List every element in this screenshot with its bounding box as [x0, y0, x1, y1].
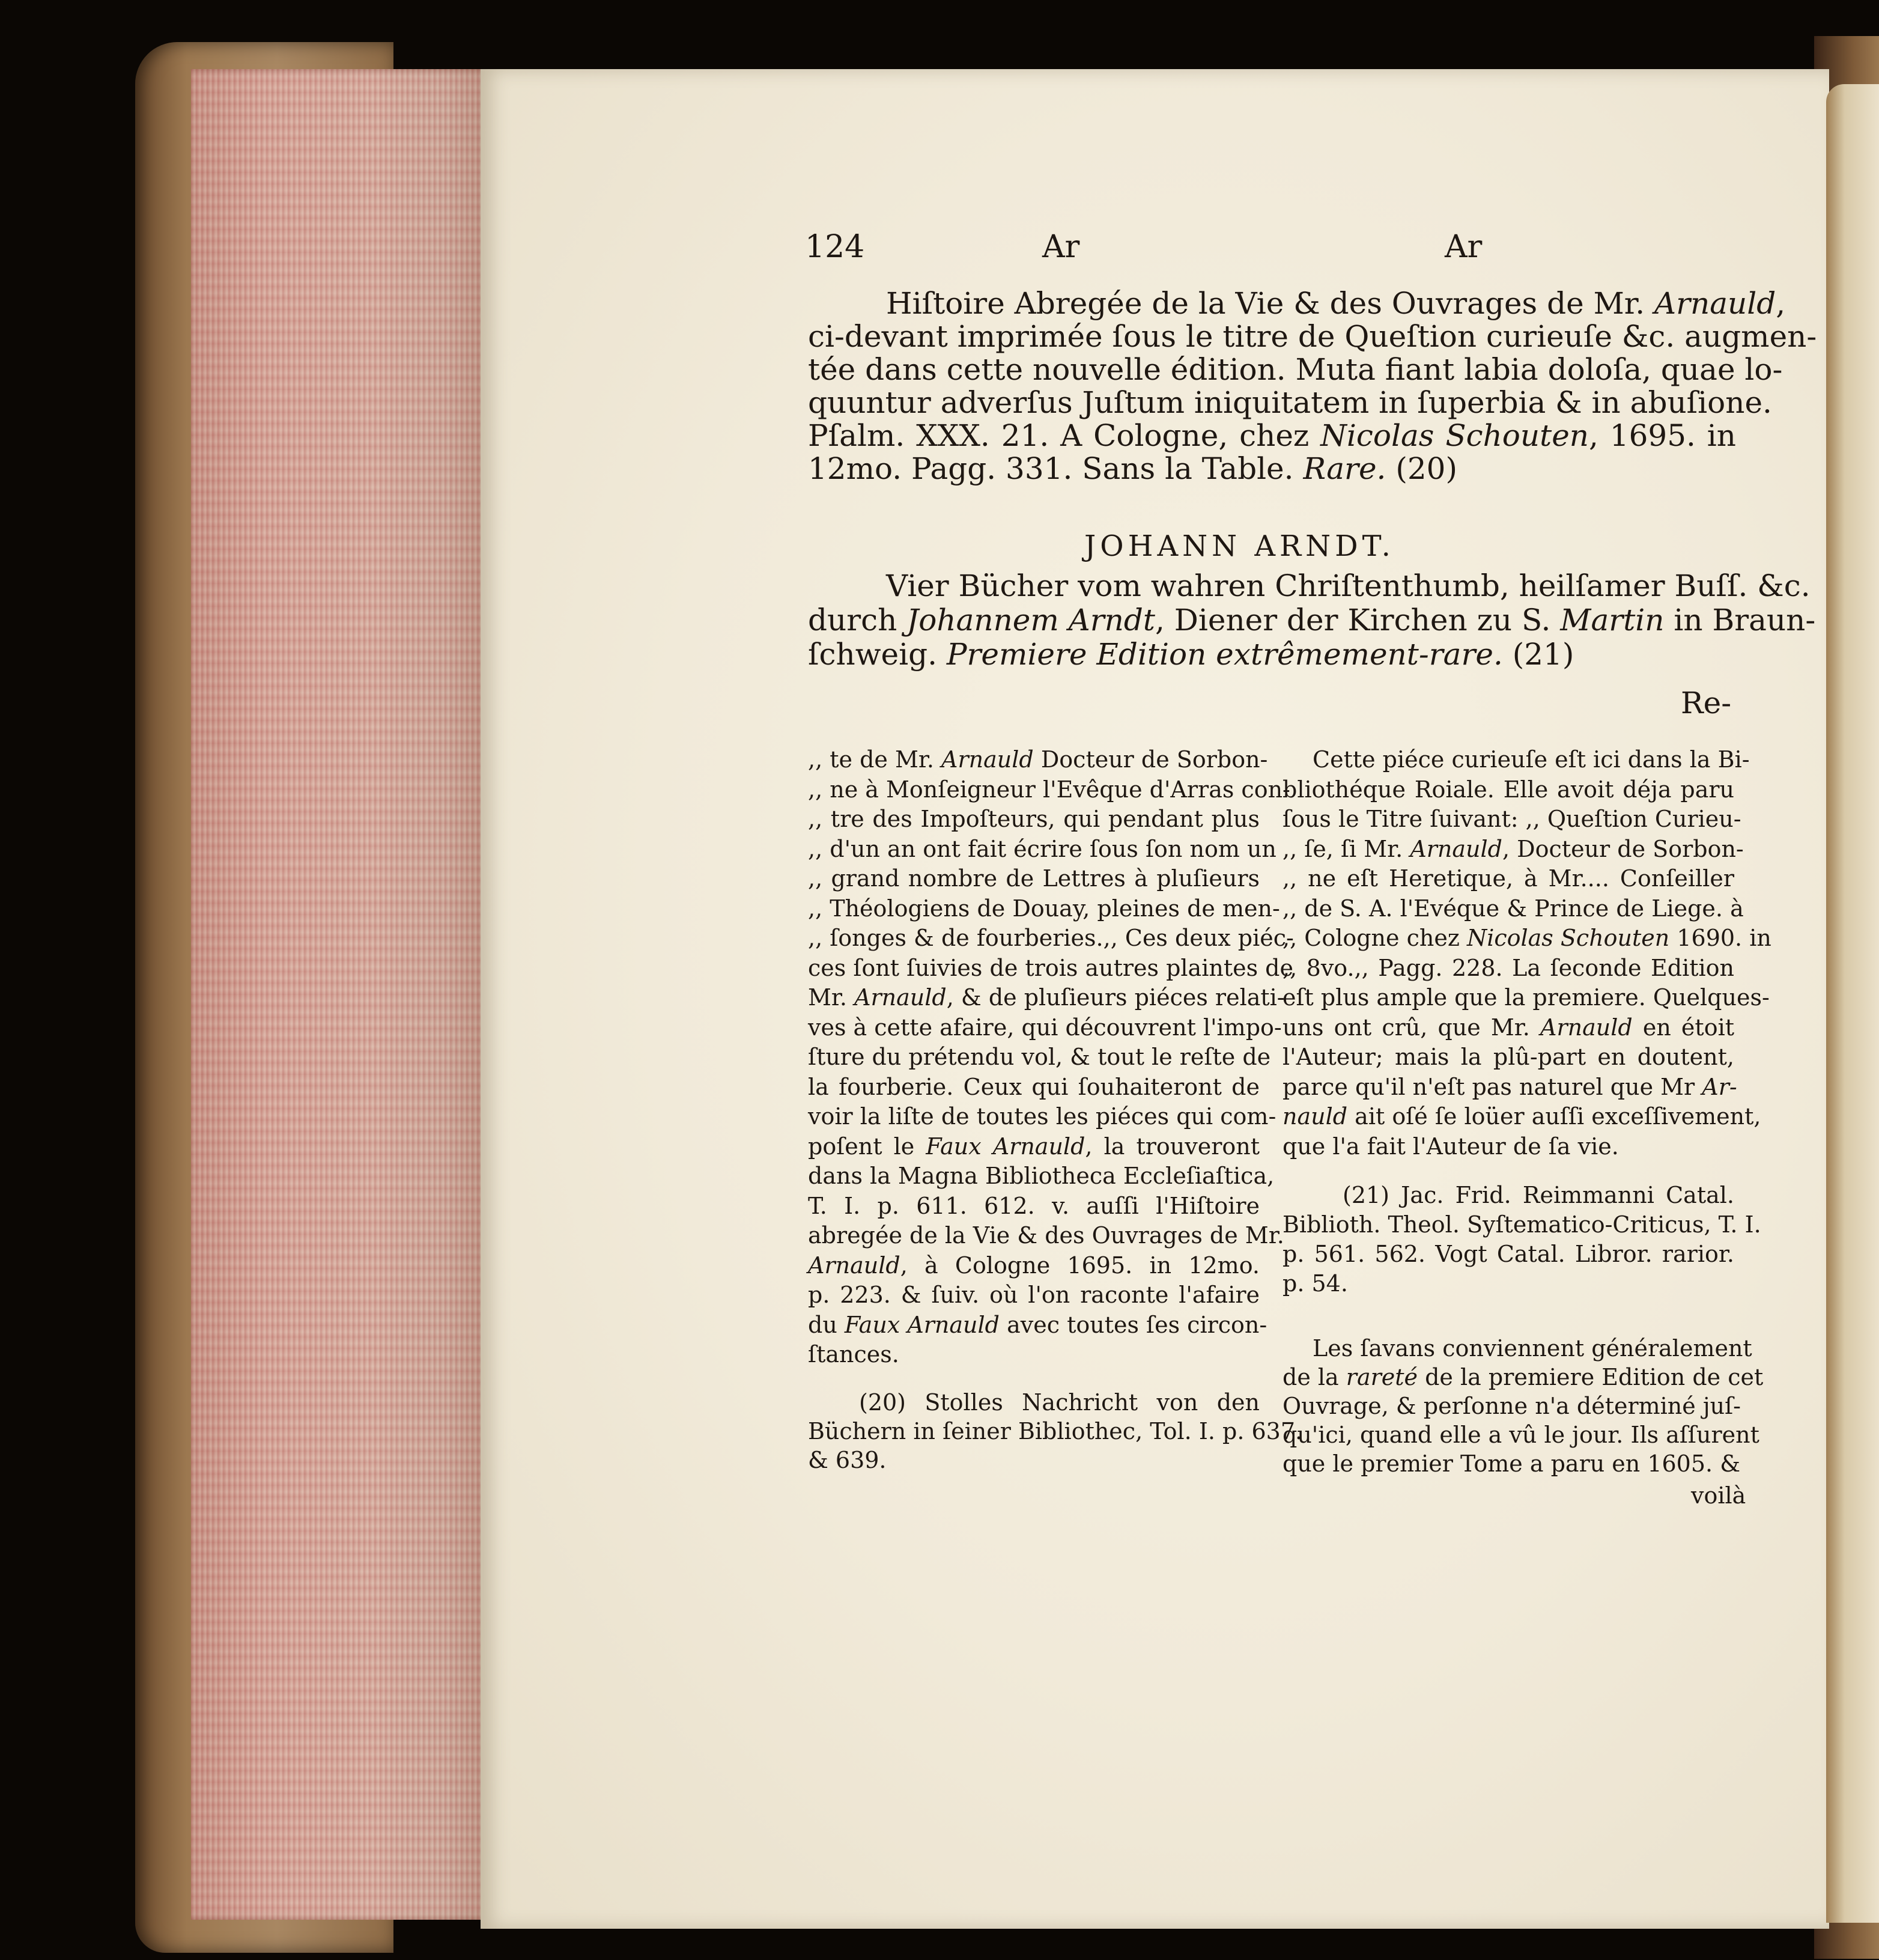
- entry-arnauld-line: [808, 319, 1817, 354]
- section-heading: JOHANN ARNDT.: [1084, 529, 1395, 563]
- footnote-21-line: [1343, 1184, 1734, 1207]
- italic-text: Arnauld: [854, 984, 947, 1011]
- text-run: dans la Magna Bibliotheca Eccleſiaſtica,: [808, 1163, 1275, 1189]
- italic-text: Arnauld: [1540, 1014, 1633, 1041]
- text-run: poſent le: [808, 1133, 926, 1160]
- text-run: T. I. p. 611. 612. v. auſſi l'Hiſtoire: [808, 1192, 1260, 1219]
- text-run: p. 561. 562. Vogt Catal. Libror. rarior.: [1283, 1241, 1734, 1267]
- italic-text: Nicolas Schouten: [1466, 925, 1670, 951]
- italic-text: Nicolas Schouten: [1320, 418, 1589, 453]
- italic-text: Ar-: [1702, 1073, 1737, 1100]
- right-column-line: [1283, 925, 1771, 951]
- italic-text: Arnauld: [941, 746, 1034, 773]
- entry-arndt-line: [886, 568, 1811, 603]
- left-column-line: [808, 1311, 1267, 1338]
- left-column-line: [808, 1254, 1260, 1277]
- left-column-line: [808, 1014, 1282, 1041]
- text-run: ces ſont ſuivies de trois autres plaintes de: [808, 954, 1293, 981]
- footnote-21-line: [1283, 1211, 1761, 1238]
- text-run: du: [808, 1311, 845, 1338]
- italic-text: Faux Arnauld: [844, 1311, 1000, 1338]
- left-column-line: [808, 1283, 1260, 1306]
- text-run: p. 223. & ſuiv. où l'on raconte l'afaire: [808, 1282, 1260, 1308]
- text-run: Biblioth. Theol. Syſtematico-Criticus, T. I.: [1283, 1211, 1761, 1238]
- running-head-right: Ar: [1445, 229, 1483, 265]
- text-run: ,, tre des Impoſteurs, qui pendant plus: [808, 806, 1260, 832]
- right-column-line: [1283, 806, 1741, 832]
- text-run: , Docteur de Sorbon-: [1502, 835, 1744, 862]
- text-run: ,, ne à Monſeigneur l'Evêque d'Arras con-: [808, 776, 1290, 803]
- text-run: , 1695. in: [1589, 418, 1736, 453]
- left-column-line: [808, 867, 1260, 890]
- right-column-line: [1283, 835, 1744, 862]
- opposite-page: [1826, 84, 1879, 1923]
- catchword: Re-: [1681, 686, 1732, 720]
- text-run: (20) Stolles Nachricht von den: [859, 1389, 1260, 1416]
- text-run: , Diener der Kirchen zu S.: [1155, 603, 1561, 638]
- text-run: (21) Jac. Frid. Reimmanni Catal.: [1343, 1182, 1734, 1208]
- text-run: abregée de la Vie & des Ouvrages de Mr.: [808, 1222, 1284, 1249]
- text-run: Pſalm. XXX. 21. A Cologne, chez: [808, 418, 1321, 453]
- left-column-line: [808, 1163, 1275, 1189]
- text-run: Les ſavans conviennent généralement: [1313, 1335, 1752, 1362]
- left-column-line: [808, 1192, 1260, 1219]
- printed-page: [481, 69, 1829, 1929]
- text-run: parce qu'il n'eſt pas naturel que Mr: [1283, 1073, 1702, 1100]
- text-run: Vier Bücher vom wahren Chriſtenthumb, heilſamer Buſſ. &c.: [886, 568, 1811, 603]
- text-run: ,: [1776, 286, 1786, 321]
- text-run: ,, ſe, ſi Mr.: [1283, 835, 1410, 862]
- right-column-line: [1283, 1135, 1619, 1158]
- text-run: ,, grand nombre de Lettres à pluſieurs: [808, 865, 1260, 892]
- text-run: ,, ne eſt Heretique, à Mr.... Conſeiller: [1283, 865, 1734, 892]
- footnote-20-line: [808, 1449, 887, 1472]
- text-run: l'Auteur; mais la plû-part en doutent,: [1283, 1044, 1734, 1070]
- left-column-line: [808, 1073, 1260, 1100]
- right-column-line: [1283, 867, 1734, 890]
- text-run: durch: [808, 603, 907, 638]
- text-run: ves à cette afaire, qui découvrent l'impo-: [808, 1014, 1282, 1041]
- footnote-20-line: [808, 1418, 1303, 1444]
- text-run: in Braun-: [1664, 603, 1816, 638]
- right-column-line: [1283, 954, 1734, 981]
- entry-arnauld-line: [808, 418, 1736, 453]
- right-column-continued-line: [1283, 1364, 1764, 1390]
- left-column-line: [808, 746, 1268, 773]
- text-run: en étoit: [1632, 1014, 1734, 1041]
- italic-text: nauld: [1283, 1103, 1348, 1130]
- text-run: Hiſtoire Abregée de la Vie & des Ouvrages de Mr.: [886, 286, 1654, 321]
- text-run: Mr.: [808, 984, 855, 1011]
- left-column-line: [808, 895, 1280, 922]
- text-run: ,, ſonges & de fourberies.,, Ces deux piéc-: [808, 925, 1294, 951]
- entry-arnauld-line: [886, 286, 1786, 321]
- footnote-20-line: [859, 1391, 1260, 1414]
- right-column-line: [1283, 984, 1770, 1011]
- left-column-line: [808, 808, 1260, 830]
- left-column-line: [808, 776, 1290, 803]
- text-run: ait oſé ſe loüer auſſi exceſſivement,: [1347, 1103, 1761, 1130]
- catchword-right: voilà: [1691, 1482, 1746, 1509]
- text-run: que le premier Tome a paru en 1605. &: [1283, 1450, 1741, 1477]
- text-run: Cette piéce curieuſe eſt ici dans la Bi-: [1313, 746, 1750, 773]
- italic-text: Martin: [1560, 603, 1665, 638]
- text-run: ,, 8vo.,, Pagg. 228. La ſeconde Edition: [1283, 954, 1734, 981]
- page-edges: [191, 69, 491, 1920]
- left-column-line: [808, 925, 1294, 951]
- italic-text: Arnauld: [808, 1252, 900, 1279]
- text-run: ſtances.: [808, 1341, 899, 1368]
- italic-text: Rare.: [1303, 451, 1386, 486]
- right-column-line: [1283, 1045, 1734, 1068]
- right-column-line: [1283, 1073, 1737, 1100]
- text-run: , à Cologne 1695. in 12mo.: [900, 1252, 1260, 1279]
- text-run: quuntur adverſus Juſtum iniquitatem in ſuperbia & in abuſione.: [808, 385, 1772, 420]
- right-column-line: [1313, 746, 1750, 773]
- text-run: p. 54.: [1283, 1270, 1348, 1297]
- entry-arndt-line: [808, 637, 1574, 672]
- text-run: de la premiere Edition de cet: [1418, 1364, 1764, 1390]
- right-column-line: [1283, 1016, 1734, 1039]
- text-run: qu'ici, quand elle a vû le jour. Ils aſſurent: [1283, 1422, 1759, 1448]
- text-run: , la trouveront: [1085, 1133, 1260, 1160]
- left-column-line: [808, 1343, 899, 1366]
- right-column-continued-line: [1283, 1393, 1741, 1419]
- text-run: ,, te de Mr.: [808, 746, 942, 773]
- text-run: 12mo. Pagg. 331. Sans la Table.: [808, 451, 1304, 486]
- italic-text: Johannem Arndt: [906, 603, 1155, 638]
- right-column-continued-line: [1313, 1335, 1752, 1362]
- entry-arnauld-line: [808, 352, 1783, 387]
- left-column-line: [808, 835, 1276, 862]
- text-run: ,, d'un an ont fait écrire ſous ſon nom un: [808, 835, 1276, 862]
- text-run: tée dans cette nouvelle édition. Muta fiant labia doloſa, quae lo-: [808, 352, 1783, 387]
- text-run: ,, Théologiens de Douay, pleines de men-: [808, 895, 1280, 922]
- italic-text: Arnauld: [1654, 286, 1776, 321]
- italic-text: Arnauld: [1410, 835, 1503, 862]
- text-run: (21): [1502, 637, 1574, 672]
- footnote-21-line: [1283, 1272, 1348, 1295]
- text-run: Büchern in ſeiner Bibliothec, Tol. I. p. 637.: [808, 1418, 1303, 1444]
- right-column-line: [1283, 1103, 1761, 1130]
- right-column-line: [1283, 895, 1744, 922]
- entry-arnauld-line: [808, 385, 1772, 420]
- footnote-21-line: [1283, 1243, 1734, 1265]
- text-run: la fourberie. Ceux qui ſouhaiteront de: [808, 1073, 1260, 1100]
- right-column-continued-line: [1283, 1422, 1759, 1448]
- text-run: , & de pluſieurs piéces relati-: [946, 984, 1285, 1011]
- text-run: uns ont crû, que Mr.: [1283, 1014, 1540, 1041]
- text-run: eſt plus ample que la premiere. Quelques-: [1283, 984, 1770, 1011]
- page-number: 124: [805, 229, 865, 265]
- text-run: ,, de S. A. l'Evéque & Prince de Liege. à: [1283, 895, 1744, 922]
- right-column-continued-line: [1283, 1450, 1741, 1477]
- left-column-line: [808, 1103, 1276, 1130]
- italic-text: rareté: [1346, 1364, 1418, 1390]
- italic-text: Faux Arnauld: [926, 1133, 1085, 1160]
- entry-arnauld-line: [808, 451, 1457, 486]
- text-run: ,, Cologne chez: [1283, 925, 1467, 951]
- text-run: de la: [1283, 1364, 1346, 1390]
- left-column-line: [808, 954, 1293, 981]
- text-run: bliothéque Roiale. Elle avoit déja paru: [1283, 776, 1734, 803]
- text-run: que l'a fait l'Auteur de ſa vie.: [1283, 1133, 1619, 1160]
- left-column-line: [808, 1222, 1284, 1249]
- text-run: voir la liſte de toutes les piéces qui com-: [808, 1103, 1276, 1130]
- text-run: avec toutes ſes circon-: [1000, 1311, 1267, 1338]
- left-column-line: [808, 1044, 1271, 1070]
- running-head-left: Ar: [1042, 229, 1080, 265]
- right-column-line: [1283, 778, 1734, 801]
- text-run: Ouvrage, & perſonne n'a déterminé juſ-: [1283, 1393, 1741, 1419]
- text-run: Docteur de Sorbon-: [1033, 746, 1268, 773]
- italic-text: Premiere Edition extrêmement-rare.: [946, 637, 1503, 672]
- text-run: & 639.: [808, 1447, 887, 1473]
- left-column-line: [808, 1135, 1260, 1158]
- entry-arndt-line: [808, 603, 1816, 638]
- text-run: 1690. in: [1669, 925, 1771, 951]
- text-run: ci-devant imprimée ſous le titre de Queſtion curieuſe &c. augmen-: [808, 319, 1817, 354]
- text-run: ſchweig.: [808, 637, 947, 672]
- text-run: ſture du prétendu vol, & tout le reſte de: [808, 1044, 1271, 1070]
- left-column-line: [808, 984, 1285, 1011]
- text-run: ſous le Titre ſuivant: ,, Queſtion Curieu-: [1283, 806, 1741, 832]
- text-run: (20): [1386, 451, 1457, 486]
